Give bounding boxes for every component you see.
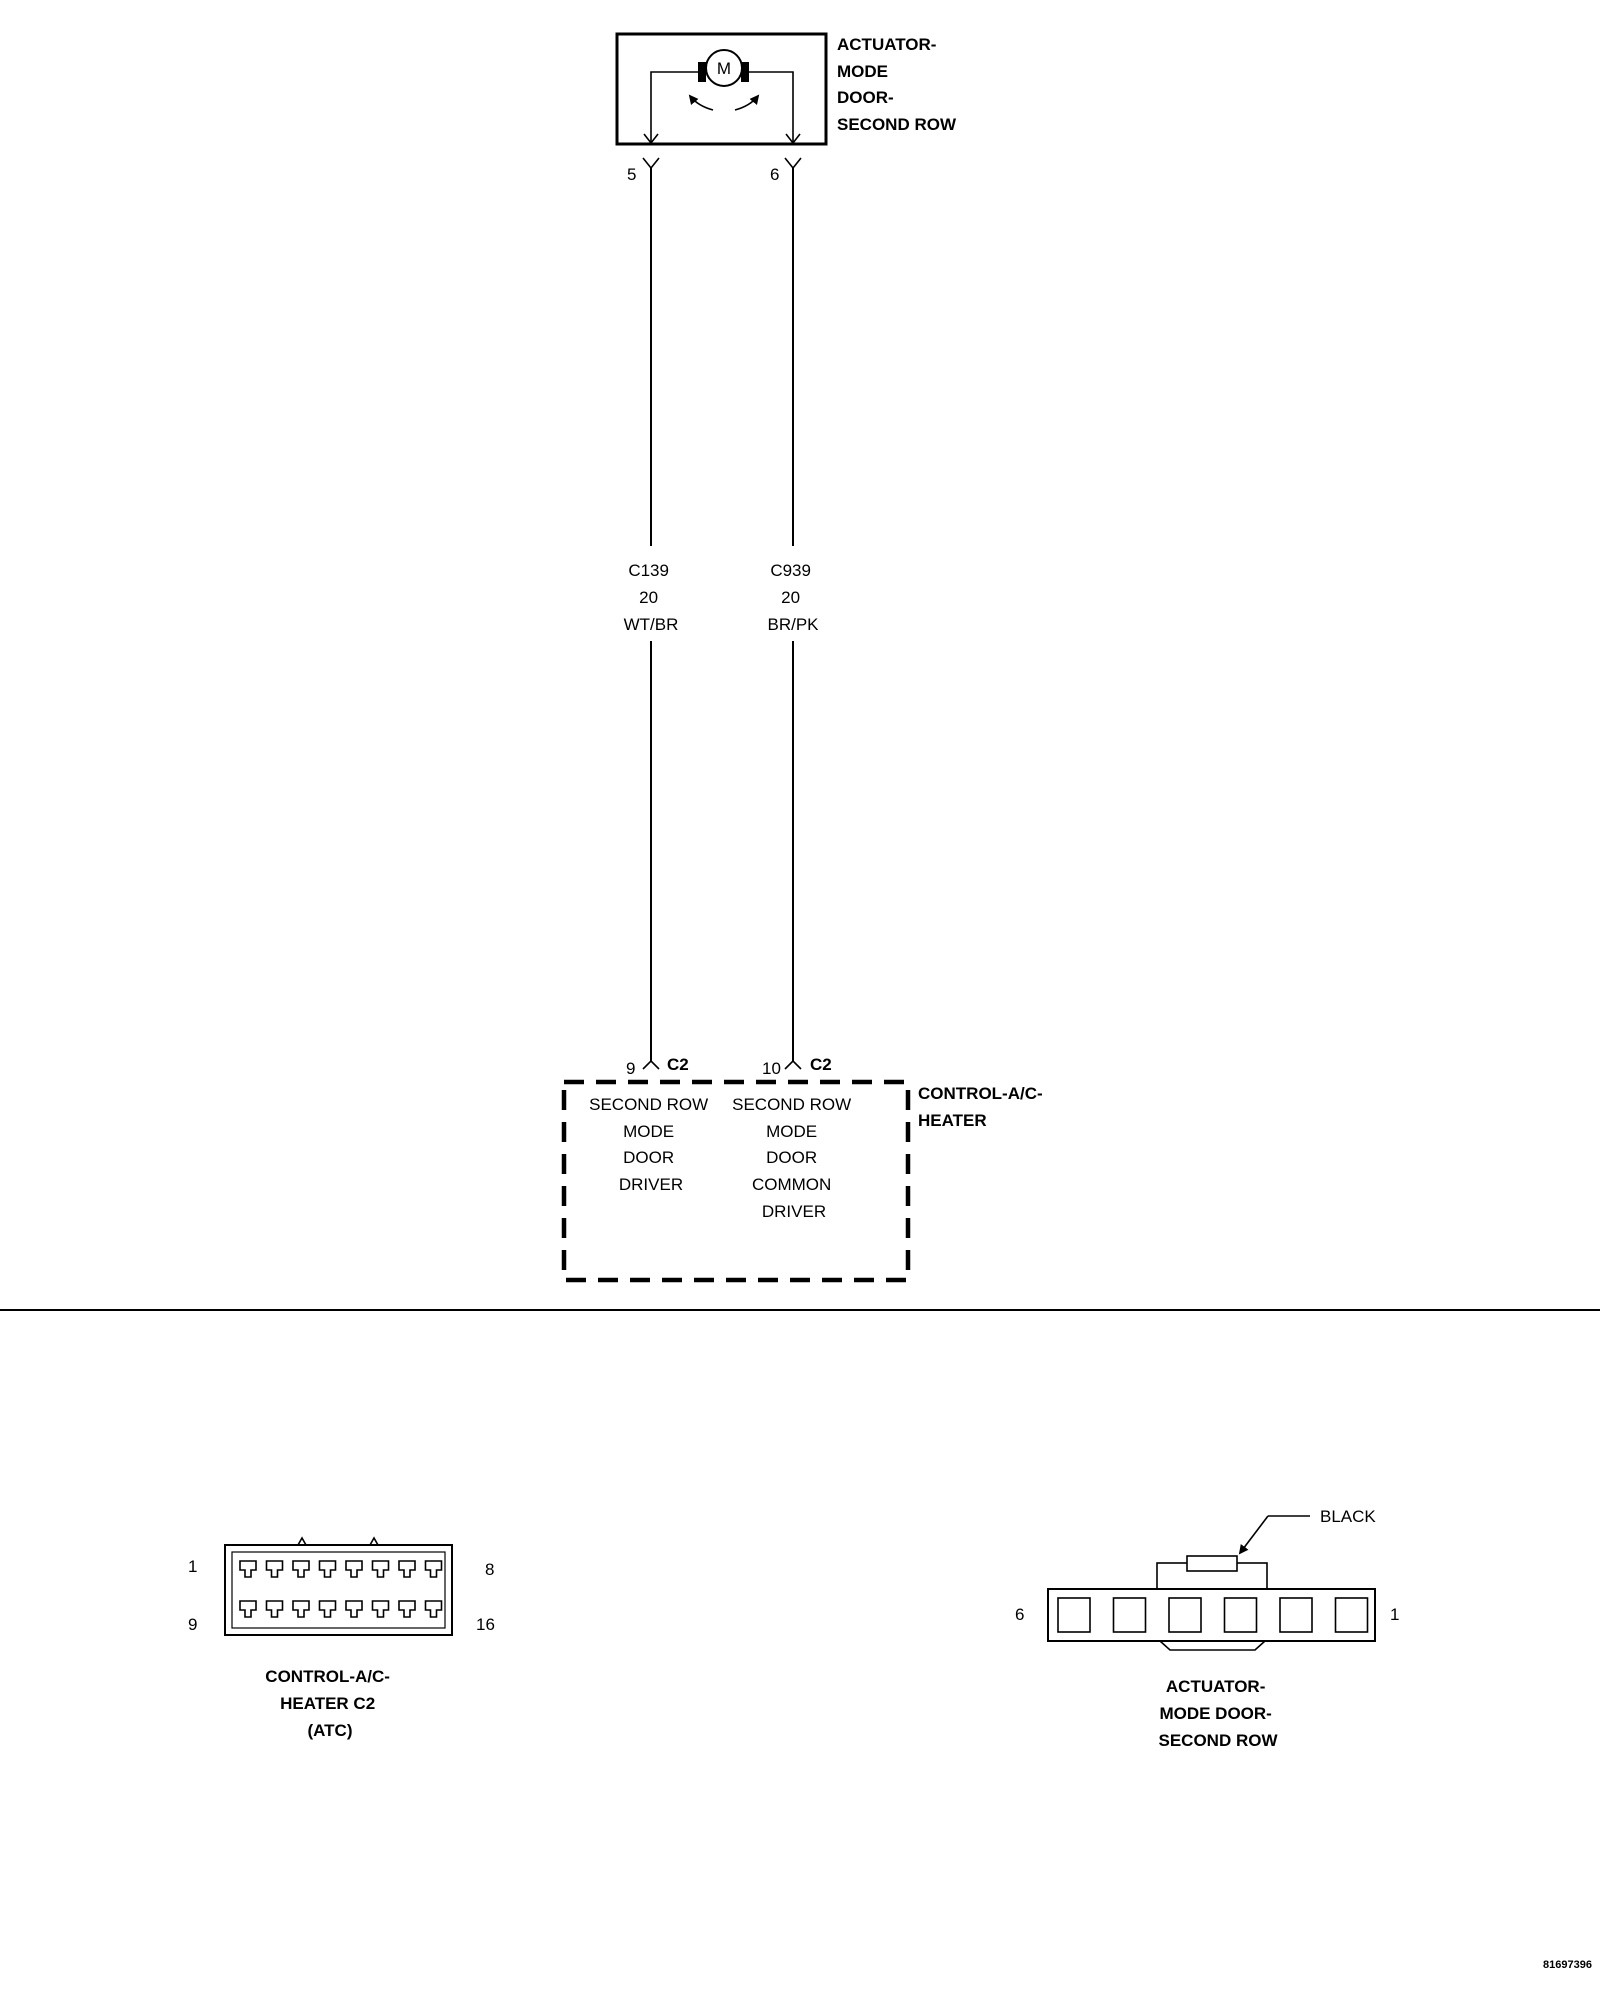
pin-10-connector-label: C2 [810, 1055, 832, 1074]
actuator-title: ACTUATOR- MODE DOOR- SECOND ROW [837, 35, 956, 134]
connector-actuator-cavity [1336, 1598, 1368, 1632]
pin-9-label: 9 [626, 1059, 636, 1078]
connector-actuator-cavity [1114, 1598, 1146, 1632]
connector-c2-terminal [399, 1601, 415, 1617]
connector-actuator-cavities [1058, 1598, 1368, 1632]
connector-c2-terminal [267, 1561, 283, 1577]
pin-6-connector-icon [785, 158, 801, 168]
actuator-component [617, 34, 957, 144]
pin-5-connector-icon [643, 158, 659, 168]
connector-c2-body [225, 1545, 452, 1635]
connector-actuator-cavity [1225, 1598, 1257, 1632]
rotation-arrow-left-icon [690, 96, 713, 110]
connector-c2-latch-right [370, 1538, 378, 1545]
figure-id: 81697396 [1543, 1959, 1592, 1971]
color-pointer-leader [1240, 1516, 1268, 1553]
connector-actuator-view [1015, 1507, 1399, 1750]
connector-c2-inner [232, 1552, 445, 1628]
connector-actuator-pin-6-label: 6 [1015, 1605, 1025, 1624]
connector-c2-pin-9-label: 9 [188, 1615, 198, 1634]
connector-c2-terminal [373, 1601, 389, 1617]
connector-c2-pin-16-label: 16 [476, 1615, 495, 1634]
connector-c2-terminal [373, 1561, 389, 1577]
connector-c2-latch-left [298, 1538, 306, 1545]
pin-6-label: 6 [770, 165, 780, 184]
connector-c2-terminal [426, 1601, 442, 1617]
connector-actuator-cavity [1058, 1598, 1090, 1632]
connector-c2-pin-8-label: 8 [485, 1560, 495, 1579]
connector-c2-terminal [426, 1561, 442, 1577]
actuator-pins [627, 158, 801, 184]
connector-c2-terminal [293, 1561, 309, 1577]
connector-c2-terminal [240, 1601, 256, 1617]
wire-c139 [624, 168, 679, 1061]
pin-5-label: 5 [627, 165, 637, 184]
connector-color-label: BLACK [1320, 1507, 1376, 1526]
connector-actuator-cavity [1169, 1598, 1201, 1632]
pin-10-connector-icon [785, 1061, 801, 1069]
pin-9-connector-label: C2 [667, 1055, 689, 1074]
connector-c2-terminal [346, 1601, 362, 1617]
connector-c2-view [188, 1538, 495, 1740]
rotation-arrow-right-icon [735, 96, 758, 110]
module-function-common-driver: SECOND ROW MODE DOOR COMMON DRIVER [732, 1095, 852, 1221]
wire-c939-label: C939 20 BR/PK [767, 561, 819, 634]
connector-c2-pin-1-label: 1 [188, 1557, 198, 1576]
module-title: CONTROL-A/C- HEATER [918, 1084, 1043, 1130]
connector-c2-terminal [399, 1561, 415, 1577]
connector-c2-terminal [320, 1561, 336, 1577]
connector-actuator-body [1048, 1589, 1375, 1641]
connector-c2-terminals [240, 1561, 442, 1617]
connector-c2-terminal [267, 1601, 283, 1617]
connector-c2-terminal [320, 1601, 336, 1617]
motor-left-brush [698, 62, 706, 82]
connector-actuator-pin-1-label: 1 [1390, 1605, 1400, 1624]
wire-c939 [767, 168, 819, 1061]
connector-actuator-bottom-key [1160, 1641, 1265, 1650]
connector-actuator-cavity [1280, 1598, 1312, 1632]
motor-label: M [716, 59, 732, 78]
connector-c2-terminal [346, 1561, 362, 1577]
pin-9-connector-icon [643, 1061, 659, 1069]
control-module [564, 1055, 1047, 1280]
connector-c2-terminal [293, 1601, 309, 1617]
connector-actuator-lock-tab [1187, 1556, 1237, 1571]
connector-c2-caption: CONTROL-A/C- HEATER C2 (ATC) [265, 1667, 390, 1740]
pin-10-label: 10 [762, 1059, 781, 1078]
wire-c139-label: C139 20 WT/BR [623, 561, 679, 634]
connector-c2-terminal [240, 1561, 256, 1577]
module-function-driver: SECOND ROW MODE DOOR DRIVER [589, 1095, 709, 1194]
connector-actuator-caption: ACTUATOR- MODE DOOR- SECOND ROW [1158, 1677, 1278, 1750]
